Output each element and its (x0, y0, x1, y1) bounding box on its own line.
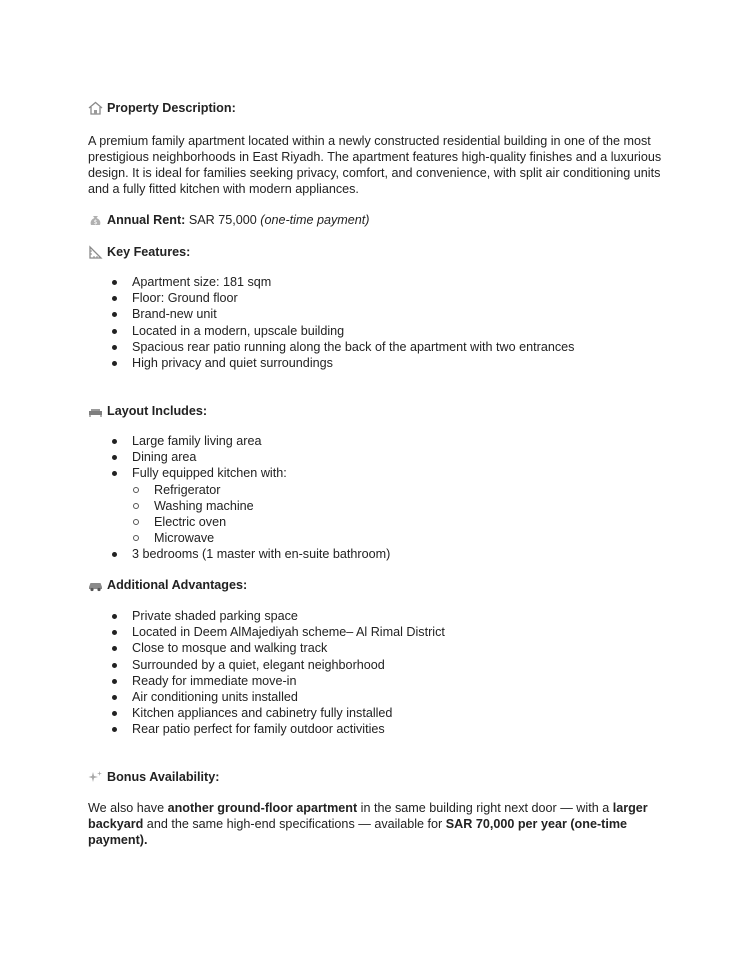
additional-advantages-list (110, 608, 445, 738)
annual-rent-line (88, 212, 369, 228)
list-item: High privacy and quiet surroundings (110, 355, 574, 371)
list-item: Large family living area (110, 433, 390, 449)
list-item: Ready for immediate move-in (110, 673, 445, 689)
bonus-text: in the same building right next door — with a (357, 801, 613, 815)
annual-rent-amount: SAR 75,000 (188, 213, 257, 227)
list-item: Located in a modern, upscale building (110, 323, 574, 339)
property-description-title: Property Description: (107, 101, 236, 115)
description-line: design. It is ideal for families seeking privacy, comfort, and convenience, with split air conditioning units (88, 166, 661, 180)
bonus-emphasis: SAR 70,000 per year (one-time (445, 817, 628, 831)
property-description-heading (88, 100, 236, 116)
list-item: Air conditioning units installed (110, 689, 445, 705)
list-item: Refrigerator (132, 482, 390, 498)
list-item: Private shaded parking space (110, 608, 445, 624)
annual-rent-note: (one-time payment) (260, 213, 370, 227)
annual-rent-label: Annual Rent: (107, 213, 186, 227)
bonus-emphasis: larger (612, 801, 648, 815)
layout-includes-heading (88, 403, 207, 419)
bonus-emphasis: payment). (88, 833, 148, 847)
bonus-availability-text (88, 800, 650, 848)
list-item: Fully equipped kitchen with: (110, 465, 390, 481)
list-item: Spacious rear patio running along the back of the apartment with two entrances (110, 339, 574, 355)
key-features-list (110, 274, 574, 371)
description-line: prestigious neighborhoods in East Riyadh. The apartment features high-quality finishes and a luxurious (88, 150, 662, 164)
bonus-text: We also have (88, 801, 168, 815)
kitchen-sublist-holder (110, 482, 390, 547)
list-item: Brand-new unit (110, 306, 574, 322)
layout-includes-list (110, 433, 390, 563)
list-item: Microwave (132, 530, 390, 546)
list-item: Apartment size: 181 sqm (110, 274, 574, 290)
couch-icon (88, 404, 103, 418)
bonus-availability-heading (88, 769, 219, 785)
car-icon (88, 578, 103, 592)
property-description-text (88, 133, 662, 197)
bonus-line (88, 800, 650, 816)
list-item: Kitchen appliances and cabinetry fully installed (110, 705, 445, 721)
layout-includes-title: Layout Includes: (107, 404, 208, 418)
svg-text:$: $ (93, 219, 98, 226)
key-features-title: Key Features: (107, 245, 191, 259)
triangle-ruler-icon (88, 245, 103, 259)
list-item: Electric oven (132, 514, 390, 530)
list-item: Floor: Ground floor (110, 290, 574, 306)
description-line: and a fully fitted kitchen with modern appliances. (88, 182, 359, 196)
list-item: Rear patio perfect for family outdoor activities (110, 721, 445, 737)
bonus-line (88, 832, 650, 848)
list-item: 3 bedrooms (1 master with en-suite bathroom) (110, 546, 390, 562)
list-item: Surrounded by a quiet, elegant neighborhood (110, 657, 445, 673)
house-icon (88, 101, 103, 115)
description-line: A premium family apartment located within a newly constructed residential building in one of the most (88, 134, 651, 148)
list-item: Dining area (110, 449, 390, 465)
additional-advantages-heading (88, 577, 247, 593)
money-bag-icon (88, 213, 103, 227)
sparkles-icon (88, 770, 103, 784)
bonus-text: and the same high-end specifications — available for (143, 817, 446, 831)
bonus-availability-title: Bonus Availability: (107, 770, 220, 784)
kitchen-appliances-list (110, 482, 390, 547)
list-item: Close to mosque and walking track (110, 640, 445, 656)
key-features-heading (88, 244, 190, 260)
bonus-emphasis: another ground-floor apartment (167, 801, 358, 815)
list-item: Located in Deem AlMajediyah scheme– Al Rimal District (110, 624, 445, 640)
bonus-emphasis: backyard (88, 817, 144, 831)
additional-advantages-title: Additional Advantages: (107, 578, 248, 592)
bonus-line (88, 816, 650, 832)
list-item: Washing machine (132, 498, 390, 514)
